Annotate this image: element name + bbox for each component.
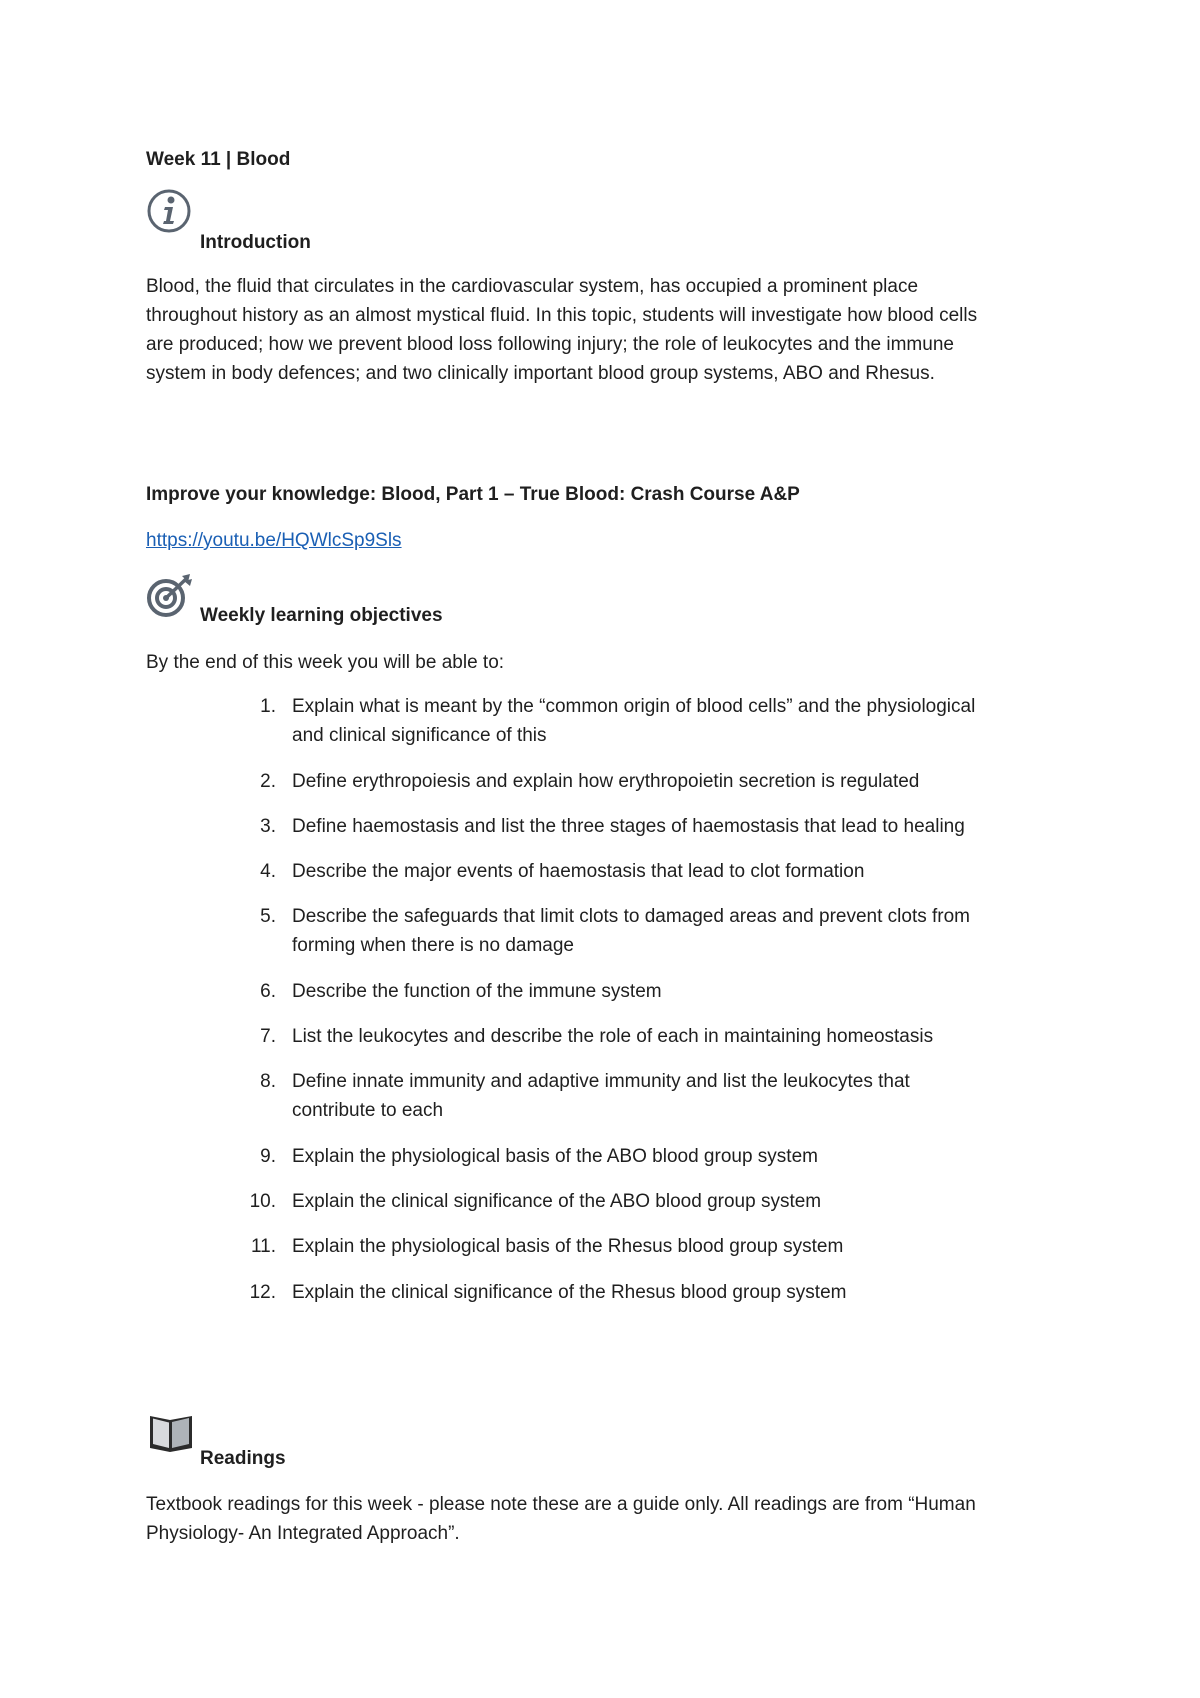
list-item-number: 9. (260, 1146, 276, 1167)
list-item-text: Define haemostasis and list the three stages of haemostasis that lead to healing (292, 816, 965, 837)
list-item-text: Explain what is meant by the “common origin of blood cells” and the physiological (292, 696, 976, 717)
list-item-number: 11. (250, 1236, 276, 1257)
book-icon (146, 1410, 196, 1454)
readings-text-line-1: Textbook readings for this week - please note these are a guide only. All readings are from “Human (146, 1494, 976, 1515)
list-item-number: 10. (249, 1191, 276, 1212)
list-item-text: Describe the major events of haemostasis that lead to clot formation (292, 861, 865, 882)
improve-knowledge-label: Improve your knowledge: Blood, Part 1 – True Blood: Crash Course A&P (146, 484, 800, 505)
list-item-text: Describe the function of the immune system (292, 981, 662, 1002)
objectives-heading: Weekly learning objectives (200, 605, 443, 626)
list-item-text: Explain the clinical significance of the Rhesus blood group system (292, 1282, 847, 1303)
list-item-number: 7. (260, 1026, 276, 1047)
target-icon (146, 572, 196, 618)
list-item-number: 1. (260, 696, 276, 717)
readings-heading: Readings (200, 1448, 286, 1469)
list-item-text: Describe the safeguards that limit clots to damaged areas and prevent clots from (292, 906, 971, 927)
video-link[interactable]: https://youtu.be/HQWlcSp9Sls (146, 530, 402, 551)
list-item-text: Explain the physiological basis of the ABO blood group system (292, 1146, 818, 1167)
objectives-lead: By the end of this week you will be able to: (146, 652, 505, 673)
list-item-text: Define erythropoiesis and explain how erythropoietin secretion is regulated (292, 771, 920, 792)
list-item-number: 8. (260, 1071, 276, 1092)
intro-text-line-4: system in body defences; and two clinically important blood group systems, ABO and Rhesus. (146, 363, 935, 384)
readings-text-line-2: Physiology- An Integrated Approach”. (146, 1523, 460, 1544)
list-item-number: 12. (249, 1282, 276, 1303)
intro-text-line-1: Blood, the fluid that circulates in the cardiovascular system, has occupied a prominent place (146, 276, 919, 297)
list-item-text: contribute to each (292, 1100, 444, 1121)
list-item-text: forming when there is no damage (292, 935, 574, 956)
page-title: Week 11 | Blood (146, 149, 291, 170)
list-item-number: 5. (260, 906, 276, 927)
list-item-number: 3. (260, 816, 276, 837)
list-item-text: List the leukocytes and describe the role of each in maintaining homeostasis (292, 1026, 934, 1047)
info-icon (146, 188, 192, 234)
list-item-text: Explain the physiological basis of the Rhesus blood group system (292, 1236, 844, 1257)
intro-text-line-2: throughout history as an almost mystical fluid. In this topic, students will investigate how blood cells (146, 305, 978, 326)
list-item-number: 2. (260, 771, 276, 792)
list-item-number: 6. (260, 981, 276, 1002)
list-item-text: Explain the clinical significance of the ABO blood group system (292, 1191, 822, 1212)
list-item-text: and clinical significance of this (292, 725, 547, 746)
intro-heading: Introduction (200, 232, 311, 253)
intro-text-line-3: are produced; how we prevent blood loss following injury; the role of leukocytes and the immune (146, 334, 954, 355)
list-item-text: Define innate immunity and adaptive immunity and list the leukocytes that (292, 1071, 910, 1092)
list-item-number: 4. (260, 861, 276, 882)
